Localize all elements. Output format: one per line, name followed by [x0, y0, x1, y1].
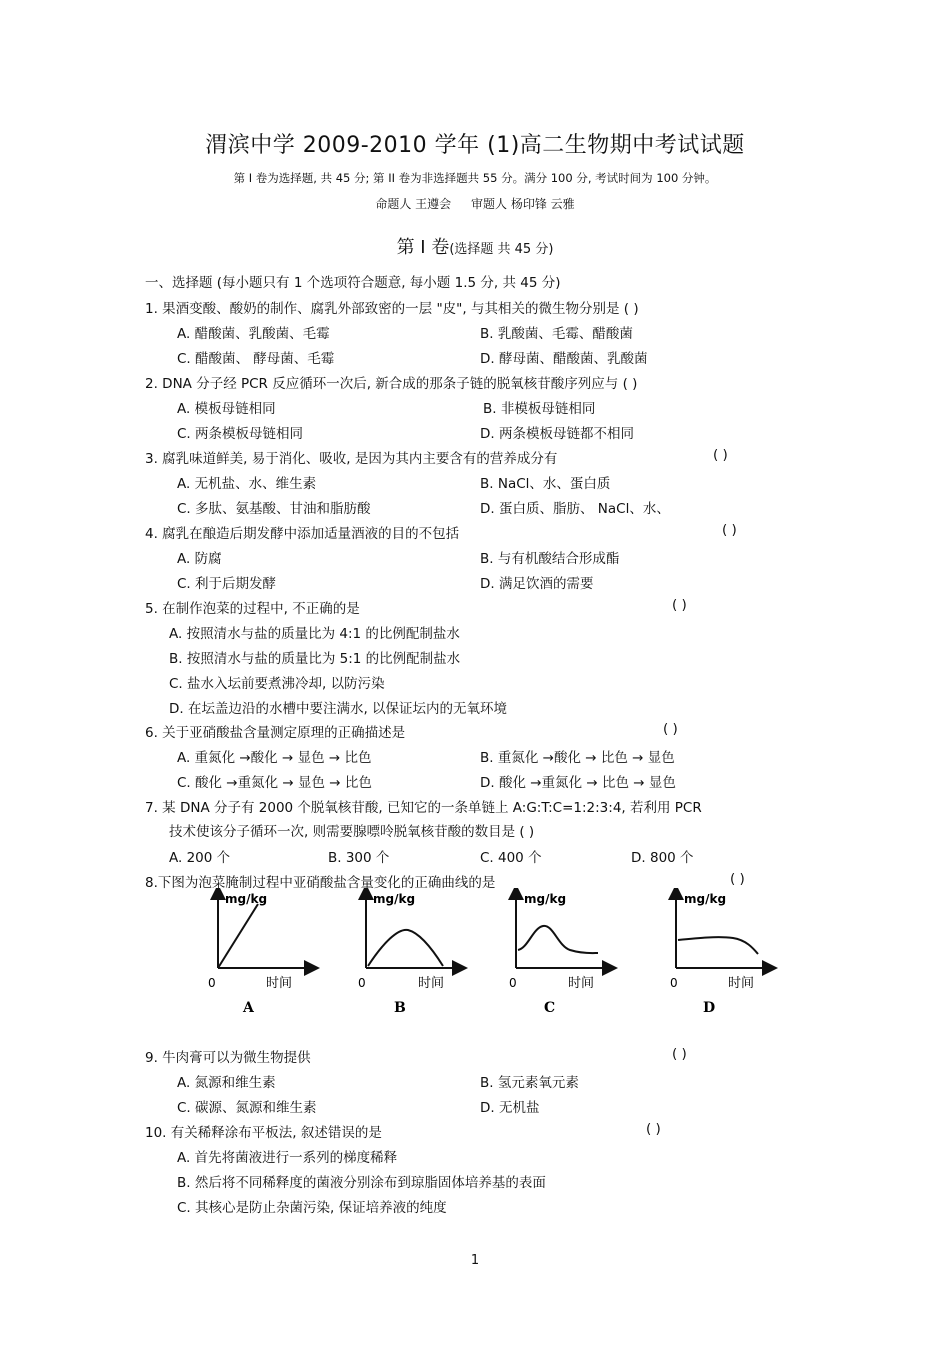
- label-b: B: [394, 1000, 406, 1016]
- chart-b: [358, 892, 460, 1016]
- curve-b: [368, 930, 443, 966]
- chart-a: [208, 892, 312, 1016]
- answer-paren: ( ): [672, 1046, 687, 1062]
- option: C. 醋酸菌、 酵母菌、毛霉: [177, 351, 335, 367]
- answer-paren: ( ): [722, 522, 737, 538]
- option: C. 两条模板母链相同: [177, 426, 304, 442]
- option: C. 碳源、氮源和维生素: [177, 1100, 317, 1116]
- answer-paren: ( ): [713, 447, 728, 463]
- option: D. 两条模板母链都不相同: [480, 426, 634, 442]
- xlabel-a: 时间: [266, 976, 293, 991]
- exam-staff: [0, 195, 950, 212]
- origin-b: 0: [358, 976, 366, 990]
- option: B. 与有机酸结合形成酯: [480, 551, 620, 567]
- option: B. 按照清水与盐的质量比为 5:1 的比例配制盐水: [169, 651, 461, 667]
- question-stem: 7. 某 DNA 分子有 2000 个脱氧核苷酸, 已知它的一条单链上 A:G:T:C=1:2:3:4, 若利用 PCR: [145, 800, 702, 816]
- option: A. 首先将菌液进行一系列的梯度稀释: [177, 1150, 398, 1166]
- origin-d: 0: [670, 976, 678, 990]
- ylabel-b: mg/kg: [373, 892, 416, 906]
- option: C. 400 个: [480, 850, 542, 866]
- option: A. 重氮化 →酸化 → 显色 → 比色: [177, 750, 372, 766]
- question-stem: 4. 腐乳在酿造后期发酵中添加适量酒液的目的不包括: [145, 526, 460, 542]
- label-c: C: [544, 1000, 556, 1016]
- curve-d: [678, 937, 758, 954]
- answer-paren: ( ): [646, 1121, 661, 1137]
- option: D. 蛋白质、脂肪、 NaCl、水、: [480, 501, 670, 517]
- chart-d: [670, 892, 770, 1016]
- option: A. 模板母链相同: [177, 401, 276, 417]
- origin-a: 0: [208, 976, 216, 990]
- option: D. 无机盐: [480, 1100, 540, 1116]
- label-a: A: [243, 1000, 254, 1016]
- option: C. 利于后期发酵: [177, 576, 277, 592]
- option: A. 防腐: [177, 551, 222, 567]
- option: B. NaCl、水、蛋白质: [480, 476, 611, 492]
- answer-paren: ( ): [730, 871, 745, 887]
- option: A. 200 个: [169, 850, 231, 866]
- ylabel-a: mg/kg: [225, 892, 268, 906]
- part-title: [0, 233, 950, 259]
- setter: 命题人 王遵会: [375, 197, 452, 211]
- question-stem: 2. DNA 分子经 PCR 反应循环一次后, 新合成的那条子链的脱氧核苷酸序列应与 ( ): [145, 376, 638, 392]
- page-number: 1: [470, 1253, 480, 1268]
- part-title-main: 第 I 卷: [396, 237, 450, 258]
- question-stem-continued: 技术使该分子循环一次, 则需要腺嘌呤脱氧核苷酸的数目是 ( ): [169, 824, 535, 840]
- curve-a: [218, 904, 258, 968]
- option: B. 300 个: [328, 850, 390, 866]
- xlabel-b: 时间: [418, 976, 445, 991]
- option: C. 盐水入坛前要煮沸冷却, 以防污染: [169, 676, 385, 692]
- answer-paren: ( ): [672, 597, 687, 613]
- question-stem: 6. 关于亚硝酸盐含量测定原理的正确描述是: [145, 725, 406, 741]
- option: B. 重氮化 →酸化 → 比色 → 显色: [480, 750, 675, 766]
- question-stem: 1. 果酒变酸、酸奶的制作、腐乳外部致密的一层 "皮", 与其相关的微生物分别是 ( ): [145, 301, 639, 317]
- part-title-sub: (选择题 共 45 分): [449, 242, 554, 257]
- curve-c: [518, 926, 598, 953]
- option: C. 酸化 →重氮化 → 显色 → 比色: [177, 775, 372, 791]
- option: C. 多肽、氨基酸、甘油和脂肪酸: [177, 501, 371, 517]
- chart-c: [509, 892, 610, 1016]
- ylabel-d: mg/kg: [684, 892, 727, 906]
- option: D. 酸化 →重氮化 → 比色 → 显色: [480, 775, 676, 791]
- question-stem: 8.下图为泡菜腌制过程中亚硝酸盐含量变化的正确曲线的是: [145, 875, 496, 891]
- origin-c: 0: [509, 976, 517, 990]
- option: A. 按照清水与盐的质量比为 4:1 的比例配制盐水: [169, 626, 460, 642]
- question-stem: 3. 腐乳味道鲜美, 易于消化、吸收, 是因为其内主要含有的营养成分有: [145, 451, 558, 467]
- option: A. 氮源和维生素: [177, 1075, 276, 1091]
- option: C. 其核心是防止杂菌污染, 保证培养液的纯度: [177, 1200, 447, 1216]
- xlabel-c: 时间: [568, 976, 595, 991]
- option: D. 酵母菌、醋酸菌、乳酸菌: [480, 351, 648, 367]
- label-d: D: [703, 1000, 716, 1016]
- option: D. 800 个: [631, 850, 694, 866]
- option: A. 无机盐、水、维生素: [177, 476, 317, 492]
- option: D. 在坛盖边沿的水槽中要注满水, 以保证坛内的无氧环境: [169, 701, 508, 717]
- curve-figures: [198, 888, 788, 1018]
- question-stem: 9. 牛肉膏可以为微生物提供: [145, 1050, 311, 1066]
- exam-title: 渭滨中学 2009-2010 学年 (1)高二生物期中考试试题: [205, 133, 745, 158]
- section-heading: 一、选择题 (每小题只有 1 个选项符合题意, 每小题 1.5 分, 共 45 分): [145, 275, 561, 291]
- option: B. 非模板母链相同: [483, 401, 596, 417]
- ylabel-c: mg/kg: [524, 892, 567, 906]
- xlabel-d: 时间: [728, 976, 755, 991]
- option: A. 醋酸菌、乳酸菌、毛霉: [177, 326, 330, 342]
- reviewer: 审题人 杨印锋 云雅: [471, 197, 575, 211]
- option: B. 氢元素氧元素: [480, 1075, 579, 1091]
- question-stem: 5. 在制作泡菜的过程中, 不正确的是: [145, 601, 360, 617]
- option: B. 乳酸菌、毛霉、醋酸菌: [480, 326, 633, 342]
- answer-paren: ( ): [663, 721, 678, 737]
- option: B. 然后将不同稀释度的菌液分别涂布到琼脂固体培养基的表面: [177, 1175, 546, 1191]
- option: D. 满足饮酒的需要: [480, 576, 594, 592]
- exam-instructions: 第 I 卷为选择题, 共 45 分; 第 II 卷为非选择题共 55 分。满分 100 分, 考试时间为 100 分钟。: [233, 171, 717, 185]
- question-stem: 10. 有关稀释涂布平板法, 叙述错误的是: [145, 1125, 382, 1141]
